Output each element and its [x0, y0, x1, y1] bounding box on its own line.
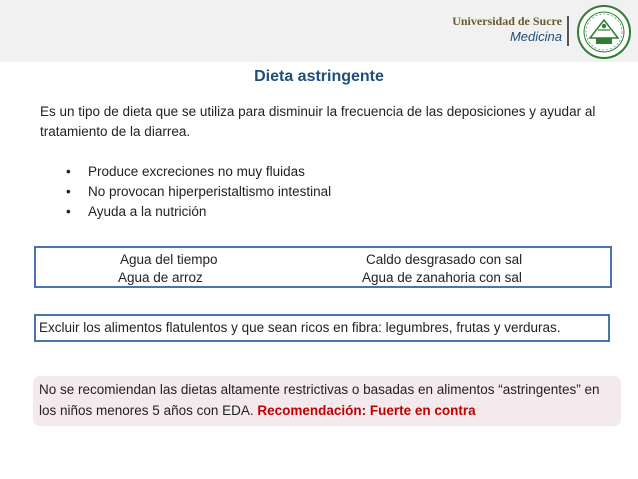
list-item: • No provocan hiperperistaltismo intestinal — [66, 182, 331, 202]
recommendation-text: No se recomiendan las dietas altamente restrictivas o basadas en alimentos “astringentes” en los niños menores 5 años con EDA. — [39, 382, 600, 418]
university-seal-icon — [576, 4, 632, 60]
feature-list — [66, 162, 331, 222]
university-name: Universidad de Sucre — [452, 14, 562, 28]
drink-item: Agua de zanahoria con sal — [362, 270, 522, 285]
drink-item: Caldo desgrasado con sal — [366, 252, 523, 267]
page-title: Dieta astringente — [254, 68, 384, 85]
exclusion-note: Excluir los alimentos flatulentos y que sean ricos en fibra: legumbres, frutas y verduras. — [34, 314, 610, 342]
recommendation-strength: Recomendación: Fuerte en contra — [257, 403, 476, 418]
header-divider — [567, 16, 569, 46]
faculty-name: Medicina — [509, 29, 562, 44]
list-item: • Produce excreciones no muy fluidas — [66, 162, 331, 182]
drink-item: Agua del tiempo — [120, 252, 218, 267]
intro-paragraph: Es un tipo de dieta que se utiliza para disminuir la frecuencia de las deposiciones y ayudar al tratamiento de la diarrea. — [40, 104, 596, 139]
drink-item: Agua de arroz — [118, 270, 203, 285]
list-item: • Ayuda a la nutrición — [66, 202, 331, 222]
allowed-drinks-box — [34, 246, 612, 288]
recommendation-box — [33, 376, 621, 426]
